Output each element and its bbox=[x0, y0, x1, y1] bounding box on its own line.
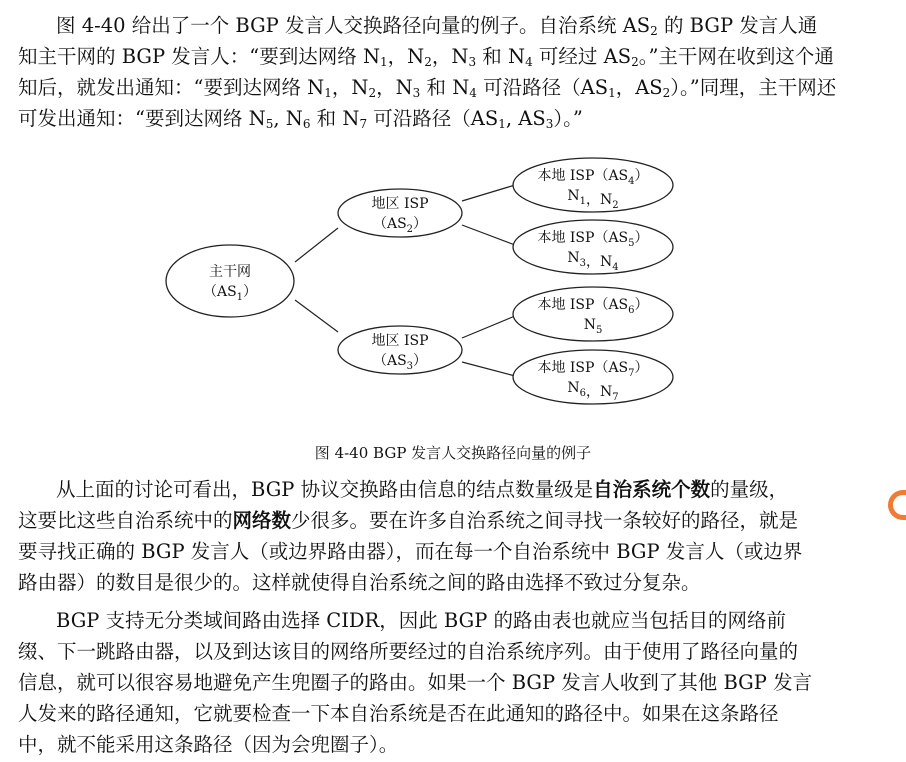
text-run: ，N bbox=[331, 76, 369, 99]
text-run: 图 4-40 给出了一个 BGP 发言人交换路径向量的例子。自治系统 AS bbox=[56, 14, 651, 37]
link-as1-as3 bbox=[295, 300, 338, 332]
text-run: ，N bbox=[431, 45, 469, 68]
paragraph-bgp-scale bbox=[18, 474, 888, 598]
link-as3-as6 bbox=[462, 316, 515, 338]
text-run: ，N bbox=[387, 45, 425, 68]
link-as2-as4 bbox=[462, 185, 515, 201]
subscript: 2 bbox=[650, 24, 658, 38]
subscript: 1 bbox=[380, 55, 388, 69]
node-local-as5-networks: $N_3$，$N_4$ bbox=[567, 250, 619, 273]
node-local-as4-networks: $N_1$，$N_2$ bbox=[567, 188, 619, 211]
subscript: 4 bbox=[525, 55, 533, 69]
text-line bbox=[18, 729, 888, 760]
subscript: 2 bbox=[424, 55, 432, 69]
node-backbone-label: 主干网 bbox=[209, 264, 251, 280]
text-line bbox=[18, 103, 888, 134]
node-local-as4-label: 本地 $ISP(AS_4)$ bbox=[537, 168, 649, 187]
node-local-as5-label: 本地 $ISP(AS_5)$ bbox=[537, 230, 649, 249]
text-line bbox=[18, 636, 888, 667]
emphasis: 自治系统个数 bbox=[593, 478, 711, 501]
text-line bbox=[18, 41, 888, 72]
node-region-as3-label: 地区 ISP bbox=[371, 333, 429, 349]
text-run: 可沿路径（AS bbox=[367, 107, 499, 130]
subscript: 2 bbox=[662, 86, 671, 100]
paragraph-bgp-example bbox=[18, 10, 888, 134]
bgp-topology-diagram bbox=[160, 150, 720, 420]
text-run: 和 N bbox=[476, 45, 526, 68]
text-run: 这要比这些自治系统中的 bbox=[18, 509, 233, 532]
text-run: 的量级， bbox=[710, 478, 789, 501]
text-run: 知后，就发出通知：“要到达网络 N bbox=[18, 76, 325, 99]
subscript: 7 bbox=[359, 117, 368, 131]
subscript: 1 bbox=[498, 117, 506, 131]
text-run: 中，就不能采用这条路径（因为会兜圈子）。 bbox=[18, 733, 399, 756]
text-run: 知主干网的 BGP 发言人：“要到达网络 N bbox=[18, 45, 381, 68]
text-run: BGP 支持无分类域间路由选择 CIDR，因此 BGP 的路由表也就应当包括目的网络前 bbox=[56, 609, 787, 632]
text-run: 信息，就可以很容易地避免产生兜圈子的路由。如果一个 BGP 发言人收到了其他 BGP 发言 bbox=[18, 671, 813, 694]
text-run: , AS bbox=[505, 107, 546, 130]
subscript: 2 bbox=[368, 86, 377, 100]
text-line bbox=[18, 567, 888, 598]
text-line bbox=[18, 667, 888, 698]
node-local-as6-label: 本地 $ISP(AS_6)$ bbox=[537, 297, 649, 316]
node-region-as2-label: 地区 ISP bbox=[371, 196, 429, 212]
node-backbone-as: $(AS_1)$ bbox=[202, 284, 258, 303]
figure-caption: 图 4-40 BGP 发言人交换路径向量的例子 bbox=[314, 444, 592, 462]
text-run: 少很多。要在许多自治系统之间寻找一条较好的路径，就是 bbox=[291, 509, 799, 532]
text-run: 要寻找正确的 BGP 发言人（或边界路由器），而在每一个自治系统中 BGP 发言人（或边界 bbox=[18, 540, 803, 563]
margin-marker-icon bbox=[888, 490, 906, 520]
text-run: 可经过 AS bbox=[532, 45, 632, 68]
link-as3-as7 bbox=[462, 362, 515, 376]
text-run: 和 N bbox=[420, 76, 470, 99]
subscript: 3 bbox=[545, 117, 554, 131]
text-run: ，N bbox=[376, 76, 413, 99]
subscript: 1 bbox=[608, 86, 616, 100]
text-run: ，AS bbox=[615, 76, 663, 99]
text-line bbox=[18, 698, 888, 729]
subscript: 6 bbox=[302, 117, 311, 131]
node-backbone-ellipse bbox=[166, 245, 294, 317]
node-local-as7-networks: $N_6$，$N_7$ bbox=[567, 380, 619, 403]
subscript: 3 bbox=[412, 86, 421, 100]
subscript: 1 bbox=[324, 86, 332, 100]
subscript: 4 bbox=[469, 86, 477, 100]
emphasis: 网络数 bbox=[232, 509, 292, 532]
text-run: ）。”同理，主干网还 bbox=[670, 76, 837, 99]
text-run: 缀、下一跳路由器，以及到达该目的网络所要经过的自治系统序列。由于使用了路径向量的 bbox=[18, 640, 799, 663]
link-as1-as2 bbox=[295, 228, 338, 262]
text-run: 可发出通知：“要到达网络 N bbox=[18, 107, 266, 130]
subscript: 5 bbox=[265, 117, 274, 131]
text-line bbox=[18, 72, 888, 103]
text-line bbox=[18, 536, 888, 567]
subscript: 2 bbox=[631, 55, 639, 69]
text-line bbox=[18, 605, 888, 636]
text-run: 。”主干网在收到这个通 bbox=[638, 45, 834, 68]
text-run: 路由器）的数目是很少的。这样就使得自治系统之间的路由选择不致过分复杂。 bbox=[18, 571, 701, 594]
text-line bbox=[18, 10, 888, 41]
text-run: 人发来的路径通知，它就要检查一下本自治系统是否在此通知的路径中。如果在这条路径 bbox=[18, 702, 779, 725]
node-local-as7-label: 本地 $ISP(AS_7)$ bbox=[537, 360, 649, 379]
text-run: 的 BGP 发言人通 bbox=[657, 14, 818, 37]
text-run: 可沿路径（AS bbox=[476, 76, 609, 99]
node-region-as2-as: $(AS_2)$ bbox=[372, 216, 428, 235]
node-region-as3-as: $(AS_3)$ bbox=[372, 353, 428, 372]
text-line bbox=[18, 474, 888, 505]
text-line bbox=[18, 505, 888, 536]
subscript: 3 bbox=[468, 55, 477, 69]
node-local-as6-networks: $N_5$ bbox=[583, 317, 603, 336]
text-run: 从上面的讨论可看出，BGP 协议交换路由信息的结点数量级是 bbox=[56, 478, 594, 501]
paragraph-bgp-cidr bbox=[18, 605, 888, 760]
text-run: , N bbox=[273, 107, 303, 130]
text-run: 和 N bbox=[310, 107, 360, 130]
text-run: ）。” bbox=[553, 107, 583, 130]
link-as2-as5 bbox=[462, 225, 515, 245]
